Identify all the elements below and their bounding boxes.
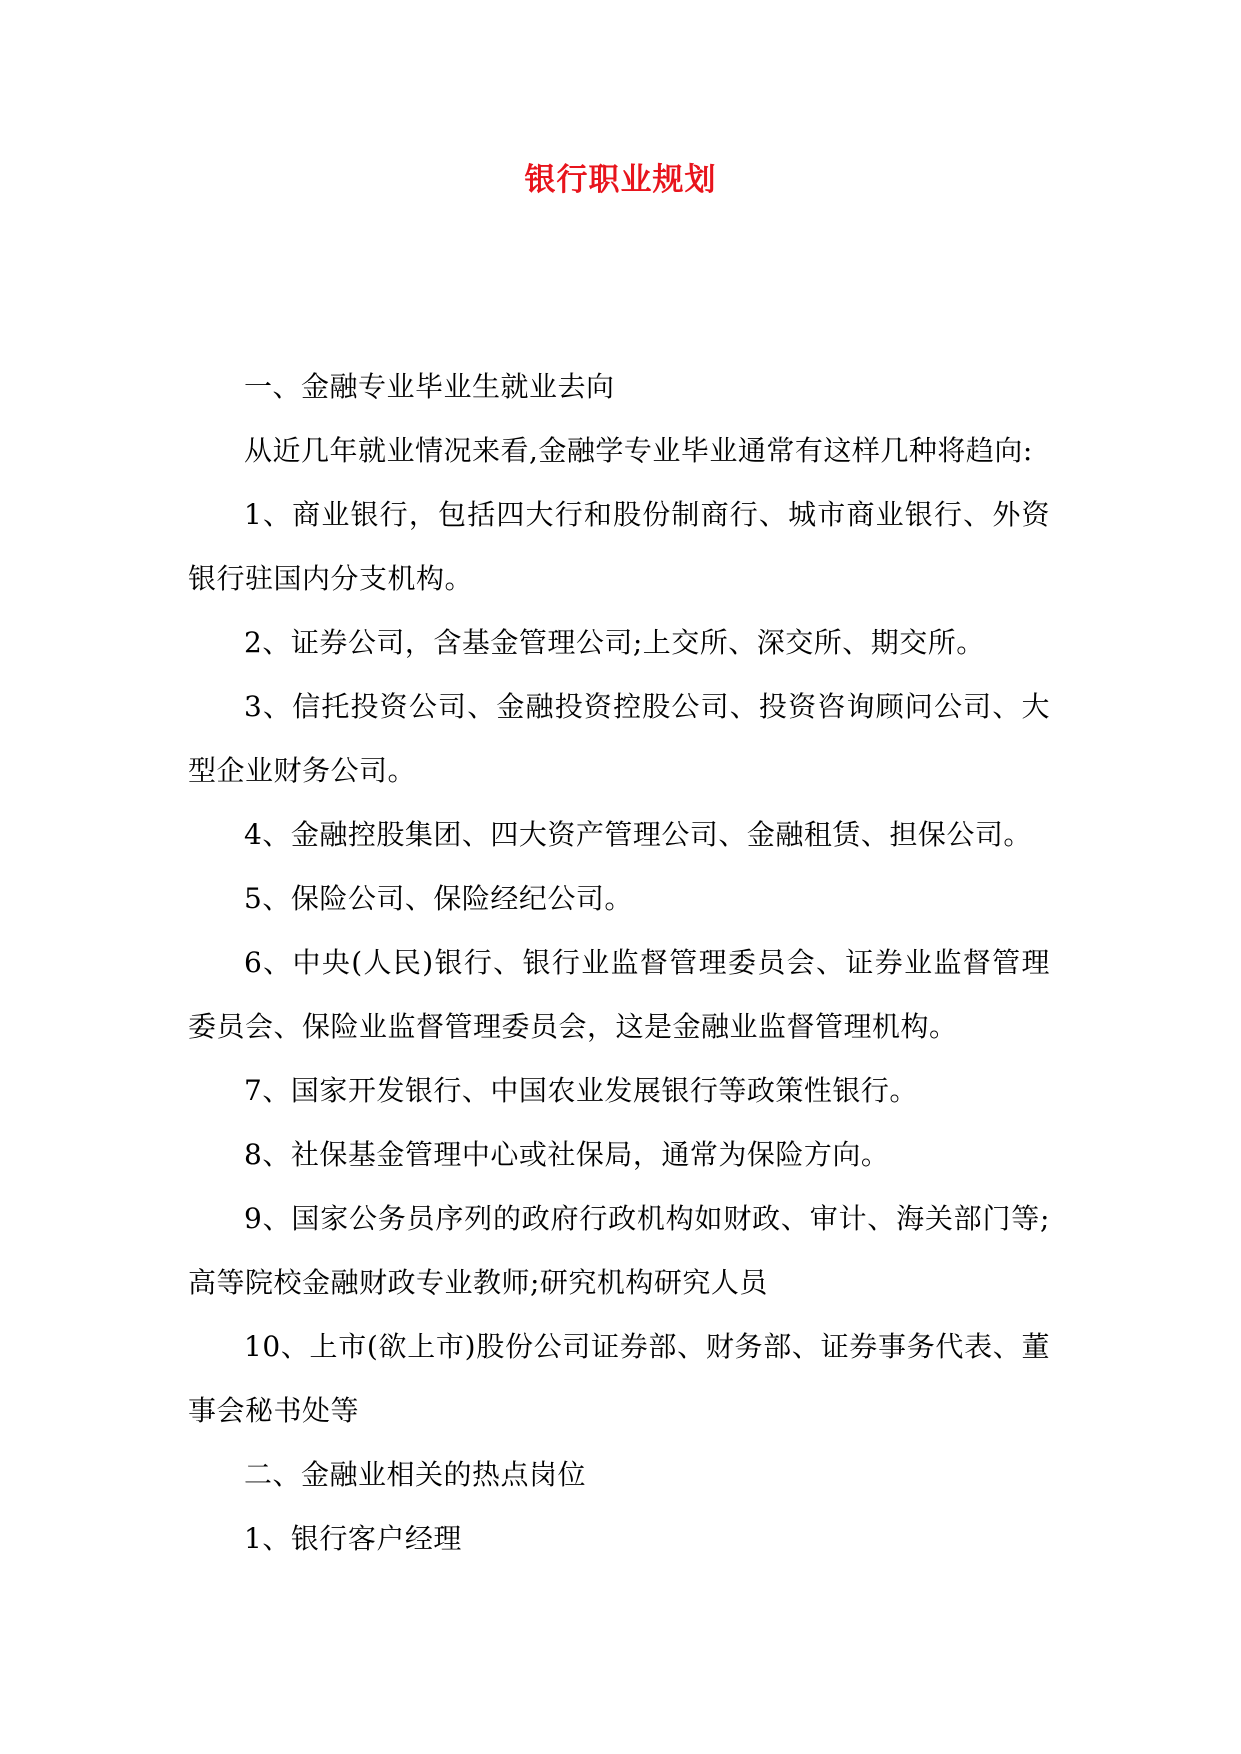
list-item-5: 5、保险公司、保险经纪公司。 xyxy=(244,882,633,915)
list-item-3: 3、信托投资公司、金融投资控股公司、投资咨询顾问公司、大型企业财务公司。 xyxy=(188,690,1050,787)
list-item-10: 10、上市(欲上市)股份公司证券部、财务部、证券事务代表、董事会秘书处等 xyxy=(188,1330,1050,1427)
document-body xyxy=(188,355,1050,1571)
list-item-2: 2、证券公司，含基金管理公司;上交所、深交所、期交所。 xyxy=(244,626,985,659)
list-item-1: 1、商业银行，包括四大行和股份制商行、城市商业银行、外资银行驻国内分支机构。 xyxy=(188,498,1050,595)
paragraph-intro: 从近几年就业情况来看,金融学专业毕业通常有这样几种将趋向: xyxy=(244,434,1033,467)
list-item-8: 8、社保基金管理中心或社保局，通常为保险方向。 xyxy=(244,1138,890,1171)
list-item-job-1: 1、银行客户经理 xyxy=(244,1522,462,1555)
section-heading-1: 一、金融专业毕业生就业去向 xyxy=(244,370,615,403)
list-item-7: 7、国家开发银行、中国农业发展银行等政策性银行。 xyxy=(244,1074,918,1107)
document-title: 银行职业规划 xyxy=(524,162,717,198)
list-item-9: 9、国家公务员序列的政府行政机构如财政、审计、海关部门等;高等院校金融财政专业教师;研究机构研究人员 xyxy=(188,1202,1050,1299)
list-item-4: 4、金融控股集团、四大资产管理公司、金融租赁、担保公司。 xyxy=(244,818,1032,851)
list-item-6: 6、中央(人民)银行、银行业监督管理委员会、证券业监督管理委员会、保险业监督管理委员会，这是金融业监督管理机构。 xyxy=(188,946,1050,1043)
section-heading-2: 二、金融业相关的热点岗位 xyxy=(244,1458,587,1491)
